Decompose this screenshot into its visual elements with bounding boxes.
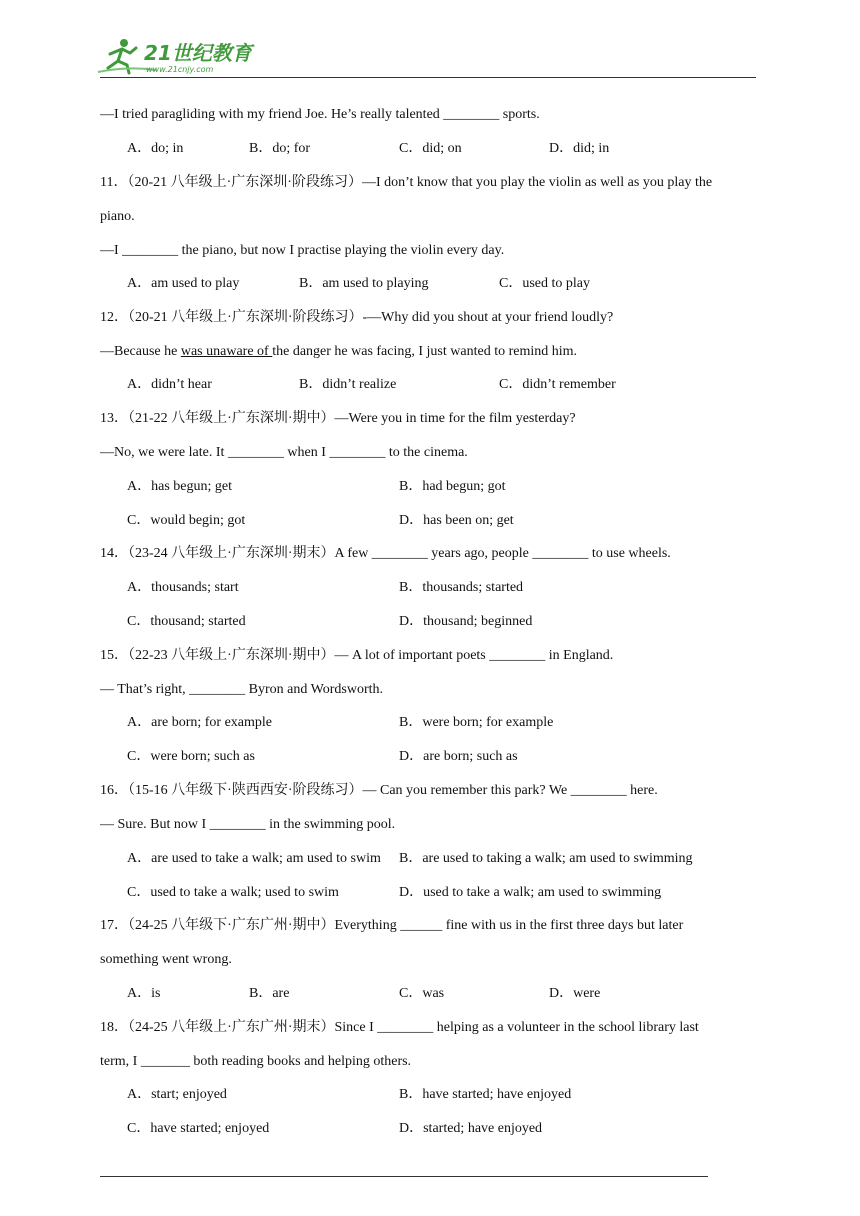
question-12-stem: 12．（20-21 八年级上·广东深圳·阶段练习）-—Why did you shout at your friend loudly? [100, 310, 614, 325]
question-16-dialog: — Sure. But now I ________ in the swimming pool. [100, 817, 396, 832]
option-a: A．am used to play [127, 276, 240, 291]
option-d: D．used to take a walk; am used to swimming [399, 885, 662, 900]
question-18-stem: 18．（24-25 八年级上·广东广州·期末）Since I ________ helping as a volunteer in the school library last [100, 1020, 699, 1035]
option-b: B．have started; have enjoyed [399, 1087, 572, 1102]
option-d: D．did; in [549, 141, 610, 156]
question-17-stem: 17．（24-25 八年级下·广东广州·期中）Everything ______ fine with us in the first three days but later [100, 918, 684, 933]
option-c: C．used to take a walk; used to swim [127, 885, 339, 900]
question-11-stem-cont: piano. [100, 209, 135, 224]
question-12-dialog [100, 342, 577, 362]
question-11-dialog: —I ________ the piano, but now I practise playing the violin every day. [100, 243, 505, 258]
underlined-phrase: was unaware of [180, 344, 273, 359]
option-b: B．are [249, 986, 290, 1001]
option-c: C．thousand; started [127, 614, 246, 629]
option-c: C．didn’t remember [499, 377, 616, 392]
page-header [96, 36, 756, 78]
footer-rule [100, 1176, 708, 1177]
question-17-stem-cont: something went wrong. [100, 952, 232, 967]
question-13-stem: 13．（21-22 八年级上·广东深圳·期中）—Were you in time for the film yesterday? [100, 411, 576, 426]
option-c: C．have started; enjoyed [127, 1121, 270, 1136]
option-c: C．used to play [499, 276, 590, 291]
logo-text: 21世纪教育 [144, 41, 252, 65]
option-b: B．thousands; started [399, 580, 524, 595]
option-d: D．are born; such as [399, 749, 518, 764]
logo-url: www.21cnjy.com [146, 65, 214, 74]
option-a: A．didn’t hear [127, 377, 212, 392]
option-a: A．do; in [127, 141, 184, 156]
option-c: C．was [399, 986, 445, 1001]
option-d: D．thousand; beginned [399, 614, 533, 629]
question-13-dialog: —No, we were late. It ________ when I ________ to the cinema. [100, 445, 468, 460]
question-line: —I tried paragliding with my friend Joe. He’s really talented ________ sports. [100, 107, 540, 122]
option-a: A．thousands; start [127, 580, 239, 595]
dialog-text: the danger he was facing, I just wanted to remind him. [272, 344, 578, 359]
site-logo [96, 36, 266, 76]
option-c: C．did; on [399, 141, 462, 156]
option-b: B．were born; for example [399, 715, 554, 730]
option-a: A．start; enjoyed [127, 1087, 227, 1102]
option-c: C．would begin; got [127, 513, 246, 528]
dialog-text: —Because he [100, 344, 181, 359]
option-d: D．started; have enjoyed [399, 1121, 543, 1136]
question-15-dialog: — That’s right, ________ Byron and Wordsworth. [100, 682, 384, 697]
option-c: C．were born; such as [127, 749, 255, 764]
option-b: B．are used to taking a walk; am used to swimming [399, 851, 693, 866]
option-b: B．am used to playing [299, 276, 429, 291]
option-b: B．had begun; got [399, 479, 506, 494]
question-14-stem: 14．（23-24 八年级上·广东深圳·期末）A few ________ years ago, people ________ to use wheels. [100, 546, 671, 561]
question-16-stem: 16．（15-16 八年级下·陕西西安·阶段练习）— Can you remember this park? We ________ here. [100, 783, 658, 798]
option-d: D．has been on; get [399, 513, 514, 528]
option-a: A．has begun; get [127, 479, 232, 494]
question-18-stem-cont: term, I _______ both reading books and helping others. [100, 1054, 412, 1069]
option-b: B．didn’t realize [299, 377, 397, 392]
question-11-stem: 11．（20-21 八年级上·广东深圳·阶段练习）—I don’t know that you play the violin as well as you play the [100, 175, 713, 190]
option-b: B．do; for [249, 141, 311, 156]
option-a: A．are born; for example [127, 715, 272, 730]
option-a: A．is [127, 986, 161, 1001]
option-a: A．are used to take a walk; am used to swim [127, 851, 381, 866]
option-d: D．were [549, 986, 601, 1001]
header-rule [100, 77, 756, 78]
question-15-stem: 15．（22-23 八年级上·广东深圳·期中）— A lot of important poets ________ in England. [100, 648, 614, 663]
